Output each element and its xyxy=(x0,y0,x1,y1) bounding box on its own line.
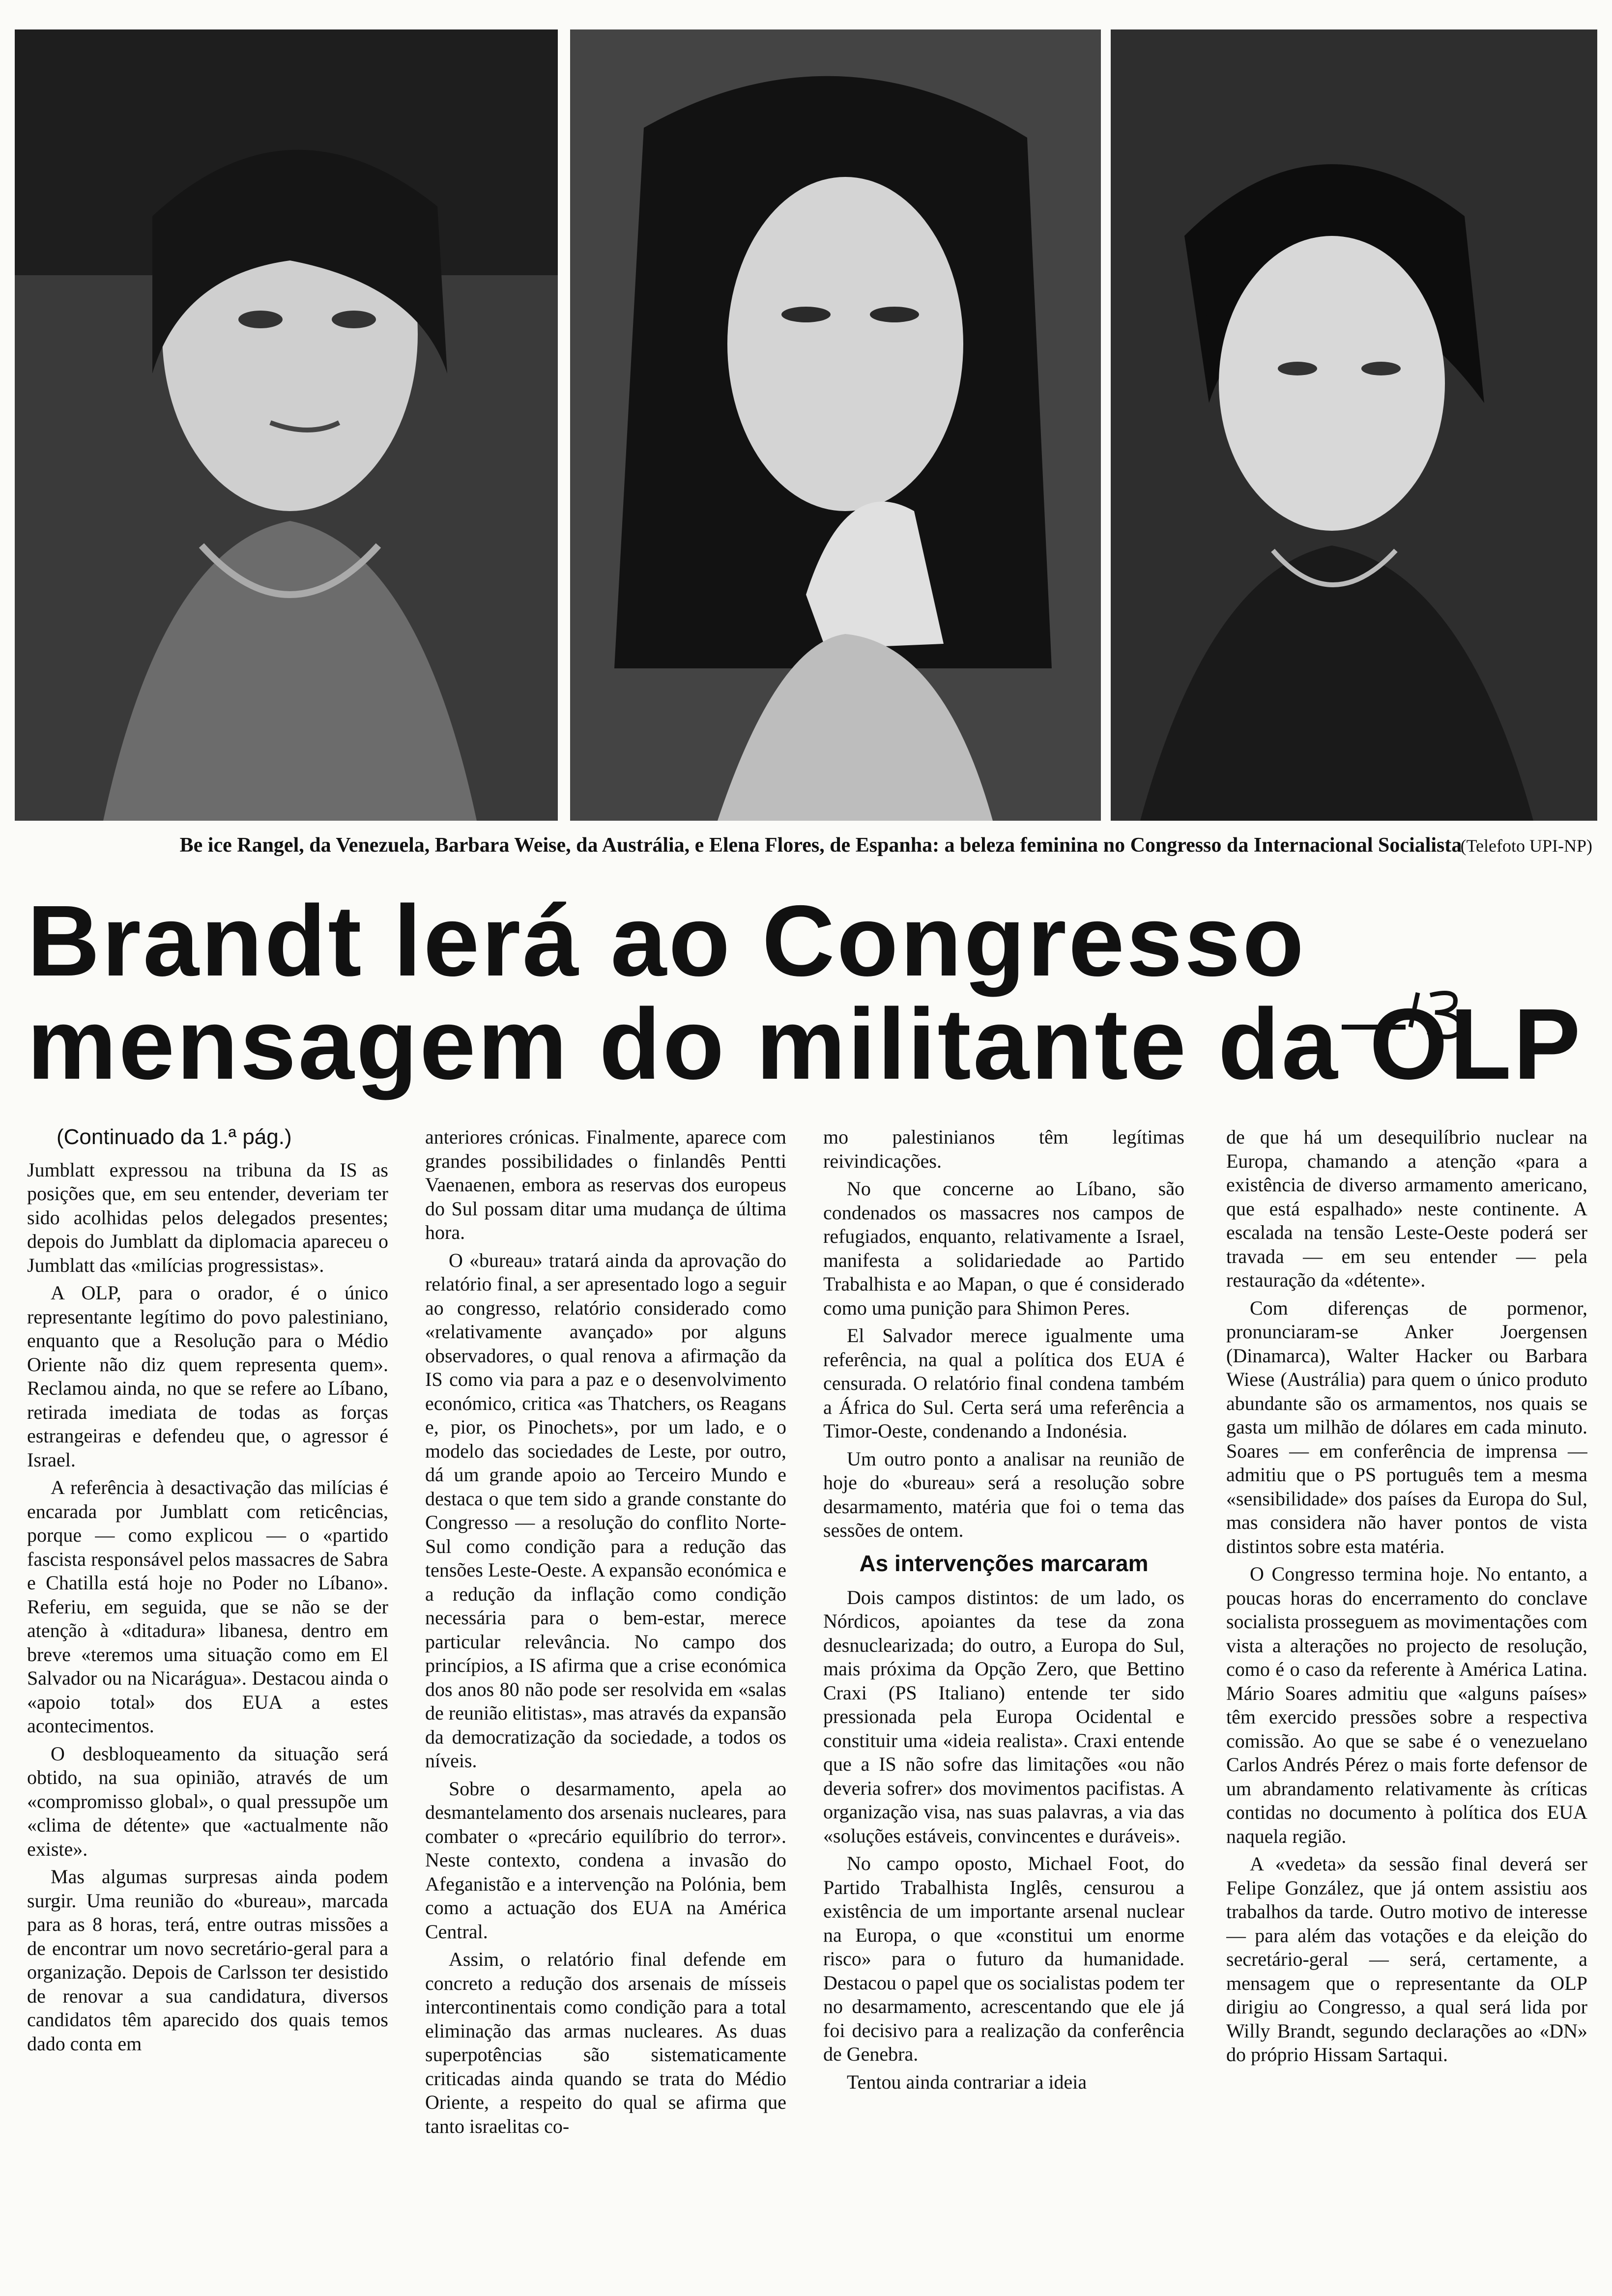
headline-line-2: mensagem do militante da OLP xyxy=(27,988,1583,1100)
paragraph: Assim, o relatório final defende em concreto a redução dos arsenais de mísseis intercontinentais como condição para a total eliminação das armas nucleares. As duas superpotências são sistematicamente criticadas ainda quando se trata do Médio Oriente, a respeito do qual se afirma que tanto israelitas co- xyxy=(425,1948,786,2137)
section-subhead: As intervenções marcaram xyxy=(859,1550,1149,1576)
photo-woman-right xyxy=(1111,29,1597,821)
paragraph: Tentou ainda contrariar a ideia xyxy=(847,2070,1087,2093)
paragraph: Com diferenças de pormenor, pronunciaram-se Anker Joergensen (Dinamarca), Walter Hacker ou Barbara Wiese (Austrália) para quem o único produto abundante são os armamentos, nos quais se gasta um milhão de dólares em cada minuto. Soares — em conferência de imprensa — admitiu que o PS português tem a mesma «sensibilidade» dos países da Europa do Sul, mas considera não haver pontos de vista distintos sobre esta matéria. xyxy=(1226,1296,1587,1557)
paragraph: No campo oposto, Michael Foot, do Partido Trabalhista Inglês, censurou a existência de um importante arsenal nuclear na Europa, o que «constitui um enorme risco» para o futuro da humanidade. Destacou o papel que os socialistas podem ter no desarmamento, acrescentando que ele já foi decisivo para a realização da conferência de Genebra. xyxy=(823,1852,1184,2065)
article-column-2 xyxy=(425,1125,786,2270)
article-column-4 xyxy=(1226,1125,1587,2270)
paragraph: de que há um desequilíbrio nuclear na Europa, chamando a atenção «para a existência de diverso armamento americano, que está espalhado» neste continente. A escalada na tensão Leste-Oeste poderá ser travada — em seu entender — pela restauração da «détente». xyxy=(1226,1126,1587,1291)
photo-woman-center xyxy=(570,29,1101,821)
photo-woman-left xyxy=(15,29,558,821)
paragraph: No que concerne ao Líbano, são condenados os massacres nos campos de refugiados, enquanto, relativamente a Israel, manifesta a solidariedade ao Partido Trabalhista e ao Mapan, o que é considerado como uma punição para Shimon Peres. xyxy=(823,1177,1184,1319)
paragraph: A OLP, para o orador, é o único representante legítimo do povo palestiniano, enquanto que a Resolução para o Médio Oriente não diz quem representa quem». Reclamou ainda, no que se refere ao Líbano, retirada imediata de todas as forças estrangeiras e defendeu que, o agressor é Israel. xyxy=(27,1282,388,1471)
paragraph: O Congresso termina hoje. No entanto, a poucas horas do encerramento do conclave socialista prosseguem as movimentações com vista a alterações no projecto de resolução, como é o caso da referente à América Latina. Mário Soares admitiu que «alguns países» têm exercido pressões sobre a respectiva comissão. Ao que se sabe é o venezuelano Carlos Andrés Pérez o mais forte defensor de um abrandamento relativamente às críticas contidas no documento à política dos EUA naquela região. xyxy=(1226,1563,1587,1847)
article-column-1 xyxy=(27,1125,388,2270)
paragraph: A referência à desactivação das milícias é encarada por Jumblatt com reticências, porque — como explicou — o «partido fascista responsável pelos massacres de Sabra e Chatilla está hoje no Poder no Líbano». Referiu, em seguida, que se não se der atenção à «ditadura» libanesa, dentro em breve «teremos uma situação como em El Salvador ou na Nicarágua». Destacou ainda o «apoio total» dos EUA a estes acontecimentos. xyxy=(27,1476,388,1737)
paragraph: Mas algumas surpresas ainda podem surgir. Uma reunião do «bureau», marcada para as 8 horas, terá, entre outras missões a de encontrar um novo secretário-geral para a organização. Depois de Carlsson ter desistido de renovar a sua candidatura, diversos candidatos têm aparecido dos quais temos dado conta em xyxy=(27,1866,388,2055)
photo-caption: Be ice Rangel, da Venezuela, Barbara Weise, da Austrália, e Elena Flores, de Espanha: a beleza feminina no Congresso da Internacional Socialista xyxy=(179,834,1462,857)
continued-note: (Continuado da 1.ª pág.) xyxy=(57,1125,292,1149)
article-column-3 xyxy=(823,1125,1184,2270)
paragraph: A «vedeta» da sessão final deverá ser Felipe González, que já ontem assistiu aos trabalhos da tarde. Outro motivo de interesse — para além das votações e da eleição do secretário-geral — será, certamente, a mensagem que o representante da OLP dirigiu ao Congresso, a qual será lida por Willy Brandt, segundo declarações ao «DN» do próprio Hissam Sartaqui. xyxy=(1226,1853,1587,2066)
paragraph: anteriores crónicas. Finalmente, aparece com grandes possibilidades o finlandês Pentti Vaenaenen, embora as reservas dos europeus do Sul possam ditar uma mudança de última hora. xyxy=(425,1126,786,1243)
paragraph: El Salvador merece igualmente uma referência, na qual a política dos EUA é censurada. O relatório final condena também a África do Sul. Certa será uma referência a Timor-Oeste, condenando a Indonésia. xyxy=(823,1324,1184,1442)
headline-line-1: Brandt lerá ao Congresso xyxy=(27,885,1306,997)
paragraph: Dois campos distintos: de um lado, os Nórdicos, apoiantes da tese da zona desnuclearizada; do outro, a Europa do Sul, mais próxima da Opção Zero, que Bettino Craxi (PS Italiano) entende ter sido pressionada pela Europa Ocidental e constituir uma «ideia realista». Craxi entende que a IS não sofre das limitações «ou não deveria sofrer» dos movimentos pacifistas. A organização visa, nas suas palavras, a via das «soluções estáveis, convincentes e duráveis». xyxy=(823,1586,1184,1847)
handwritten-annotation xyxy=(1337,983,1484,1042)
paragraph: mo palestinianos têm legítimas reivindicações. xyxy=(823,1126,1184,1172)
paragraph: O desbloqueamento da situação será obtido, na sua opinião, através de um «compromisso global», o qual pressupõe um «clima de détente» que «actualmente não existe». xyxy=(27,1742,388,1860)
paragraph: Um outro ponto a analisar na reunião de hoje do «bureau» será a resolução sobre desarmamento, matéria que foi o tema das sessões de ontem. xyxy=(823,1447,1184,1541)
paragraph: O «bureau» tratará ainda da aprovação do relatório final, a ser apresentado logo a seguir ao congresso, relatório considerado como «relativamente avançado» por alguns observadores, o qual renova a afirmação da IS como via para a paz e o desenvolvimento económico, critica «as Thatchers, os Reagans e, pior, os Pinochets», por um lado, e o modelo das sociedades de Leste, por outro, dá um grande apoio ao Terceiro Mundo e destaca o que tem sido a grande constante do Congresso — a resolução do conflito Norte-Sul como condição para a redução das tensões Leste-Oeste. A expansão económica e a redução da inflação como condição necessária para o bem-estar, merece particular relevância. No campo dos princípios, a IS afirma que a crise económica dos anos 80 não pode ser resolvida em «salas de reunião elitistas», mas através da expansão da democratização da sociedade, a todos os níveis. xyxy=(425,1249,786,1772)
paragraph: Jumblatt expressou na tribuna da IS as posições que, em seu entender, deveriam ter sido acolhidas pelos delegados presentes; depois do Jumblatt da diplomacia apareceu o Jumblatt das «milícias progressistas». xyxy=(27,1158,388,1276)
photo-credit: (Telefoto UPI-NP) xyxy=(1460,836,1592,856)
paragraph: Sobre o desarmamento, apela ao desmantelamento dos arsenais nucleares, para combater o «precário equilíbrio do terror». Neste contexto, condena a invasão do Afeganistão e a intervenção na Polónia, bem como a actuação dos EUA na América Central. xyxy=(425,1777,786,1943)
